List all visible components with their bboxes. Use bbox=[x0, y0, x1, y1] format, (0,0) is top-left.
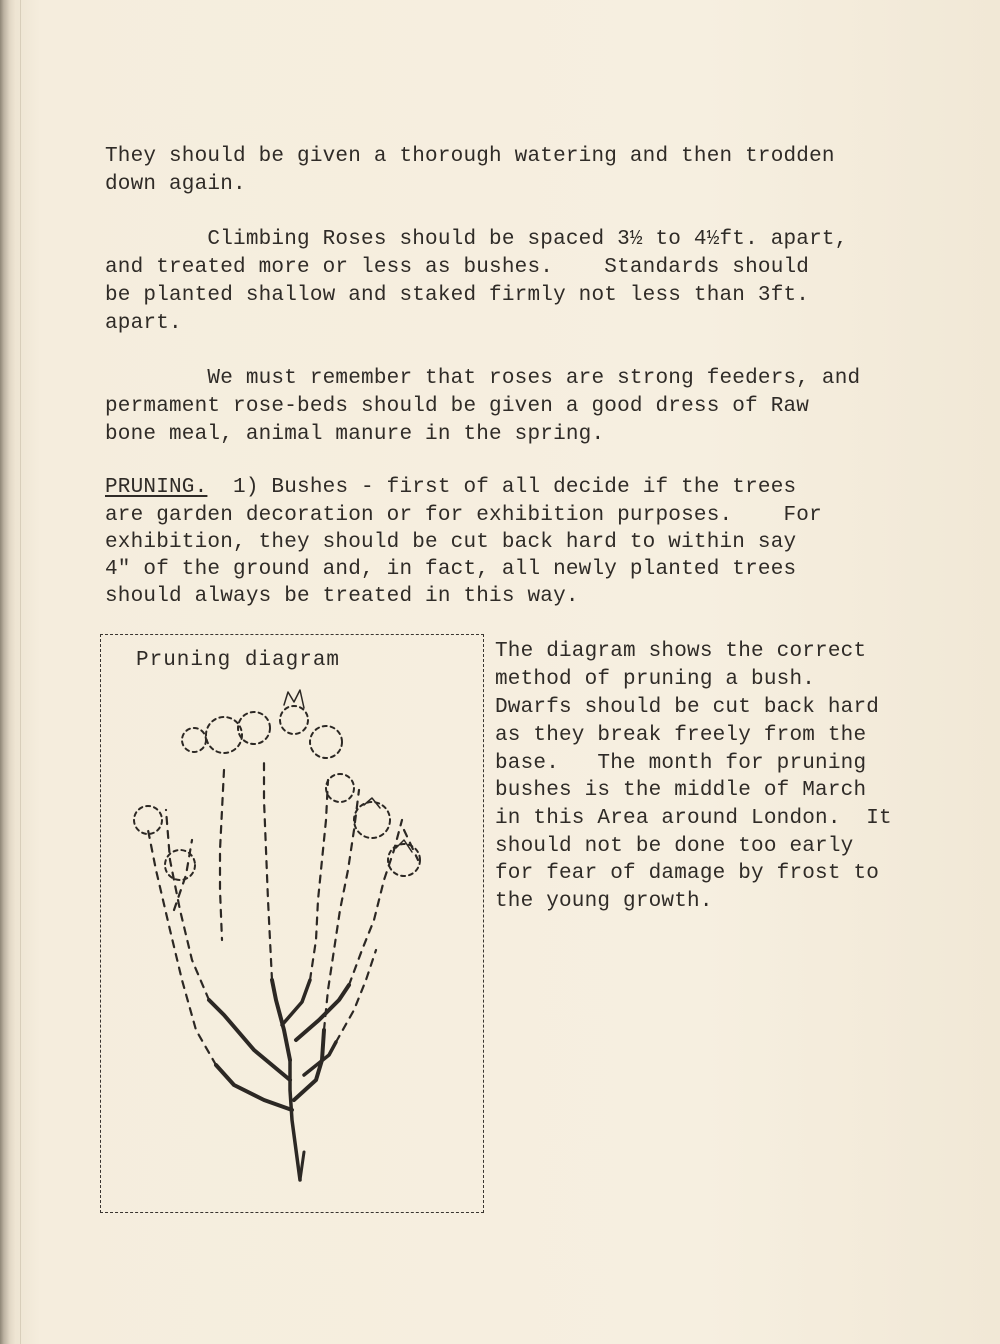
text-line: in this Area around London. It bbox=[495, 807, 892, 830]
text-line: exhibition, they should be cut back hard to within say bbox=[105, 531, 797, 554]
text-line: method of pruning a bush. bbox=[495, 668, 816, 691]
text-line: We must remember that roses are strong feeders, and bbox=[105, 367, 861, 390]
text-line: Climbing Roses should be spaced 3½ to 4½ft. apart, bbox=[105, 228, 848, 251]
text-line: 1) Bushes - first of all decide if the trees bbox=[207, 476, 797, 499]
binding-line bbox=[20, 0, 21, 1344]
pruned-bush-drawing-icon bbox=[104, 680, 480, 1200]
text-line: should always be treated in this way. bbox=[105, 585, 579, 608]
text-line: 4" of the ground and, in fact, all newly planted trees bbox=[105, 558, 797, 581]
text-line: down again. bbox=[105, 173, 246, 196]
text-line: be planted shallow and staked firmly not less than 3ft. bbox=[105, 284, 810, 307]
pruning-heading: PRUNING. bbox=[105, 476, 208, 499]
text-line: apart. bbox=[105, 312, 182, 335]
text-line: for fear of damage by frost to bbox=[495, 862, 880, 885]
text-line: base. The month for pruning bbox=[495, 752, 867, 775]
text-line: and treated more or less as bushes. Standards should bbox=[105, 256, 810, 279]
text-line: bone meal, animal manure in the spring. bbox=[105, 423, 605, 446]
text-line: are garden decoration or for exhibition purposes. For bbox=[105, 504, 822, 527]
text-line: as they break freely from the bbox=[495, 724, 867, 747]
text-line: Dwarfs should be cut back hard bbox=[495, 696, 880, 719]
text-line: permament rose-beds should be given a good dress of Raw bbox=[105, 395, 810, 418]
text-line: The diagram shows the correct bbox=[495, 640, 867, 663]
text-line: They should be given a thorough watering and then trodden bbox=[105, 145, 835, 168]
text-line: bushes is the middle of March bbox=[495, 779, 867, 802]
pruning-first-line bbox=[105, 474, 796, 502]
text-line: the young growth. bbox=[495, 890, 713, 913]
diagram-title: Pruning diagram bbox=[136, 649, 341, 672]
text-line: should not be done too early bbox=[495, 835, 854, 858]
page-binding bbox=[0, 0, 16, 1344]
